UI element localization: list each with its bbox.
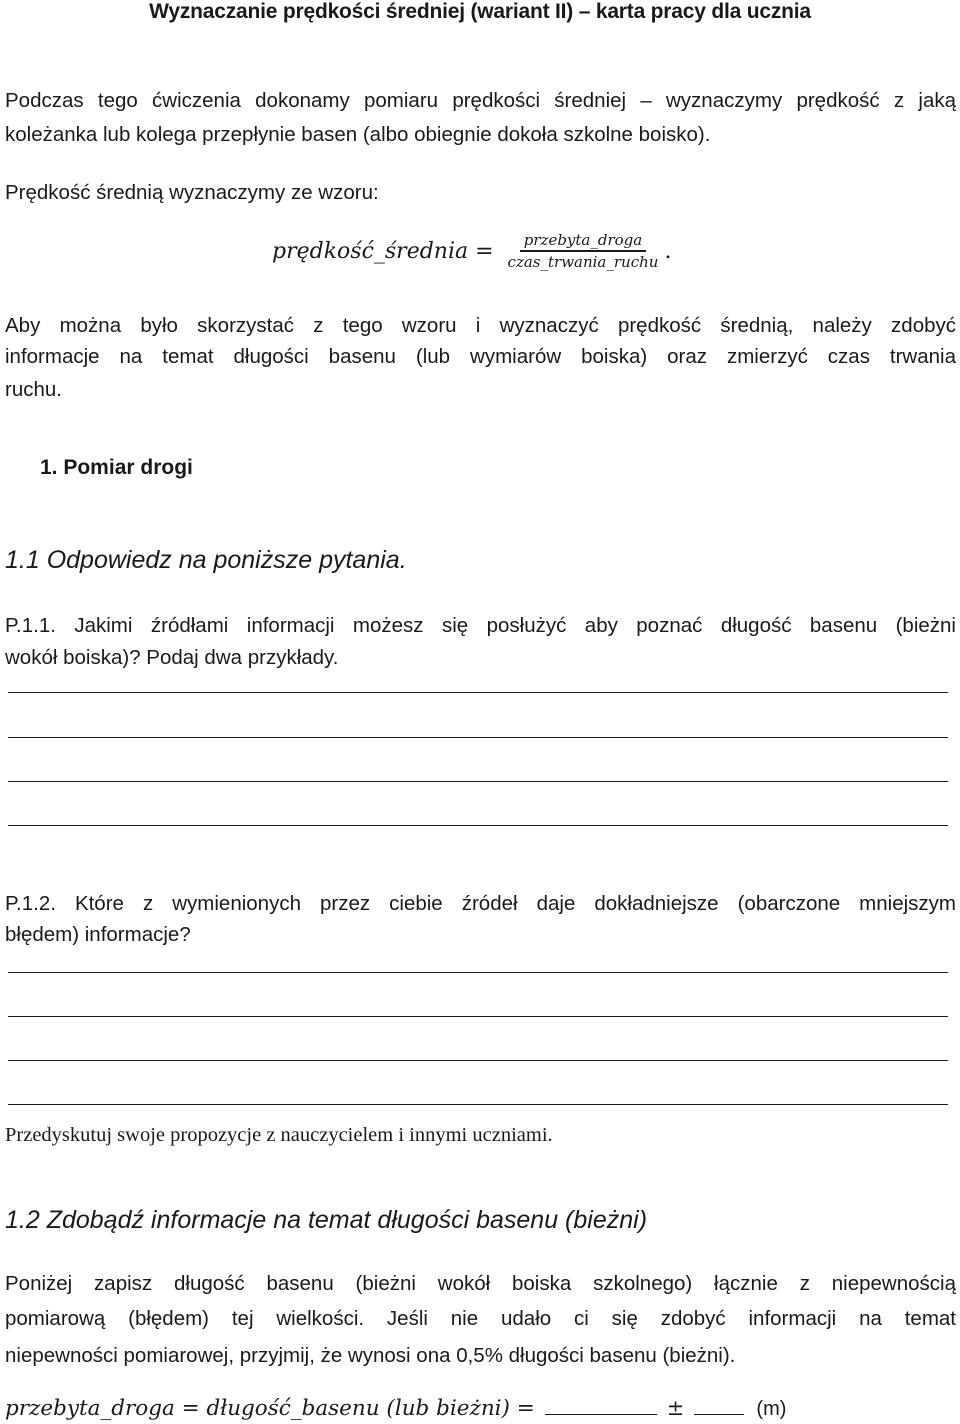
section-1-2-heading: 1.2 Zdobądź informacje na temat długości basenu (bieżni): [5, 1206, 648, 1234]
answer-line-4[interactable]: [8, 825, 948, 826]
formula-period: .: [664, 238, 672, 264]
question-1-1-line-1: P.1.1. Jakimi źródłami informacji możesz się posłużyć aby poznać długość basenu (bieżni: [5, 614, 956, 637]
formula-lhs: prędkość_średnia =: [272, 238, 494, 264]
plus-minus-sign: ±: [666, 1396, 685, 1420]
distance-formula-lhs: przebyta_droga = długość_basenu (lub bieżni) =: [5, 1396, 535, 1421]
question-1-2-line-2: błędem) informacje?: [5, 923, 191, 946]
page-title: Wyznaczanie prędkości średniej (wariant II) – karta pracy dla ucznia: [149, 0, 811, 23]
answer-line-7[interactable]: [8, 1060, 948, 1061]
answer-line-6[interactable]: [8, 1016, 948, 1017]
answer-line-2[interactable]: [8, 737, 948, 738]
question-1-2-line-1: P.1.2. Które z wymienionych przez ciebie źródeł daje dokładniejsze (obarczone mniejszym: [5, 892, 956, 915]
answer-line-3[interactable]: [8, 781, 948, 782]
formula-lead: Prędkość średnią wyznaczymy ze wzoru:: [5, 181, 379, 204]
uncertainty-blank[interactable]: [694, 1392, 744, 1415]
section-1-1-heading: 1.1 Odpowiedz na poniższe pytania.: [5, 546, 407, 574]
distance-formula: [5, 1392, 786, 1421]
answer-line-8[interactable]: [8, 1104, 948, 1105]
formula-numerator: przebyta_droga: [520, 230, 646, 252]
section-1-2-line-3: niepewności pomiarowej, przyjmij, że wynosi ona 0,5% długości basenu (bieżni).: [5, 1344, 736, 1367]
discuss-instruction: Przedyskutuj swoje propozycje z nauczycielem i innymi uczniami.: [5, 1124, 553, 1146]
answer-line-1[interactable]: [8, 692, 948, 693]
answer-line-5[interactable]: [8, 972, 948, 973]
unit-label: (m): [756, 1398, 787, 1420]
intro-line-2: koleżanka lub kolega przepłynie basen (albo obiegnie dokoła szkolne boisko).: [5, 123, 711, 146]
question-1-1-line-2: wokół boiska)? Podaj dwa przykłady.: [5, 646, 339, 669]
formula-denominator: czas_trwania_ruchu: [507, 253, 659, 271]
explain-line-3: ruchu.: [5, 378, 62, 401]
section-1-2-line-2: pomiarową (błędem) tej wielkości. Jeśli nie udało ci się zdobyć informacji na temat: [5, 1307, 956, 1330]
distance-value-blank[interactable]: [545, 1392, 657, 1415]
formula-fraction: [504, 230, 663, 272]
speed-formula: [272, 230, 671, 272]
section-1-heading: 1. Pomiar drogi: [40, 456, 193, 479]
explain-line-1: Aby można było skorzystać z tego wzoru i wyznaczyć prędkość średnią, należy zdobyć: [5, 314, 956, 337]
section-1-2-line-1: Poniżej zapisz długość basenu (bieżni wokół boiska szkolnego) łącznie z niepewnością: [5, 1272, 956, 1295]
explain-line-2: informacje na temat długości basenu (lub wymiarów boiska) oraz zmierzyć czas trwania: [5, 345, 956, 368]
intro-line-1: Podczas tego ćwiczenia dokonamy pomiaru prędkości średniej – wyznaczymy prędkość z jaką: [5, 89, 956, 112]
